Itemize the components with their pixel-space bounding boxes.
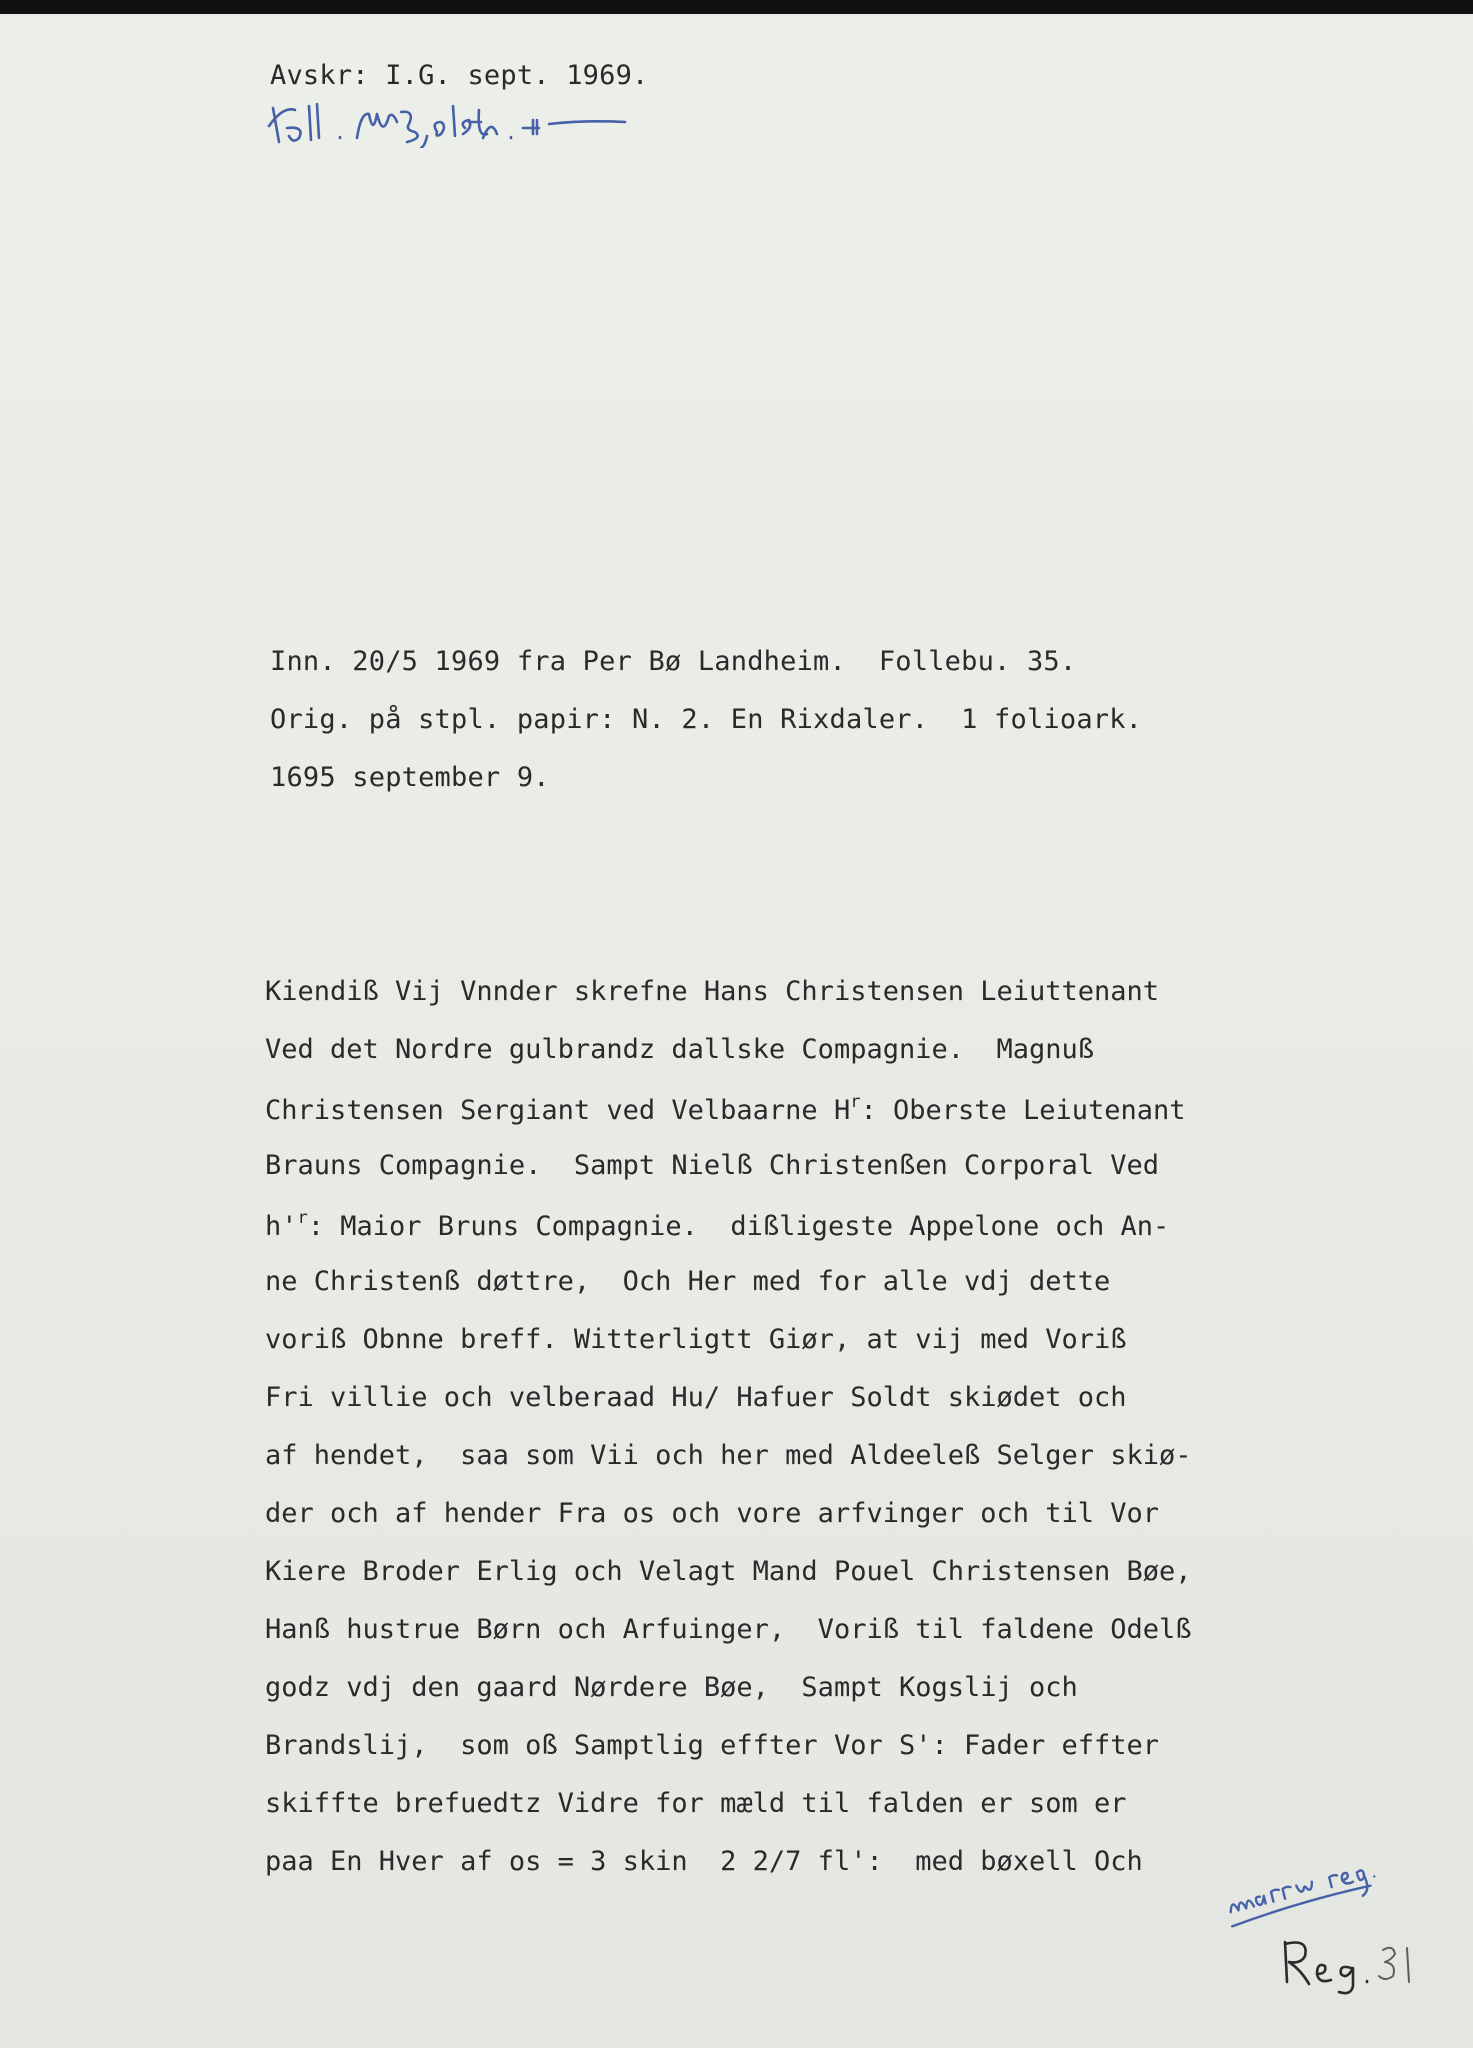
body-line: Hanß hustrue Børn och Arfuinger, Voriß til faldene Odelß (265, 1614, 1192, 1645)
margin-note-svg (1220, 1850, 1420, 1930)
superscript: r (297, 1208, 308, 1228)
body-line (265, 1210, 1192, 1268)
body-line: godz vdj den gaard Nørdere Bøe, Sampt Kogslij och (265, 1672, 1078, 1703)
body-line: skiffte brefuedtz Vidre for mæld til falden er som er (265, 1788, 1127, 1819)
body-line: paa En Hver af os = 3 skin 2 2/7 fl': med bøxell Och (265, 1846, 1143, 1877)
body-line: Kiere Broder Erlig och Velagt Mand Pouel Christensen Bøe, (265, 1556, 1192, 1587)
handwritten-annotation-svg (265, 98, 705, 148)
scan-top-border (0, 0, 1473, 14)
body-line: ne Christenß døttre, Och Her med for alle vdj dette (265, 1266, 1111, 1297)
body-line-text: Christensen Sergiant ved Velbaarne H (265, 1095, 851, 1126)
body-line-text: : Maior Bruns Compagnie. dißligeste Appelone och An- (307, 1211, 1170, 1242)
body-line: Ved det Nordre gulbrandz dallske Compagnie. Magnuß (265, 1034, 1095, 1065)
meta-line-original: Orig. på stpl. papir: N. 2. En Rixdaler. 1 folioark. (270, 704, 1143, 735)
body-line: der och af hender Fra os och vore arfvinger och til Vor (265, 1498, 1160, 1529)
deed-transcription (265, 978, 1192, 1906)
body-line-text: : Oberste Leiutenant (860, 1095, 1186, 1126)
body-line: af hendet, saa som Vii och her med Aldeeleß Selger skiø- (265, 1440, 1192, 1471)
body-line: Kiendiß Vij Vnnder skrefne Hans Christensen Leiuttenant (265, 976, 1160, 1007)
meta-line-date: 1695 september 9. (270, 762, 550, 793)
margin-note (1220, 1850, 1420, 1934)
transcription-header: Avskr: I.G. sept. 1969. (270, 60, 649, 91)
body-line (265, 1094, 1192, 1152)
registry-mark (1275, 1930, 1455, 2004)
meta-line-received: Inn. 20/5 1969 fra Per Bø Landheim. Follebu. 35. (270, 646, 1077, 677)
body-line: Brauns Compagnie. Sampt Nielß Christenßen Corporal Ved (265, 1150, 1160, 1181)
registry-mark-svg (1275, 1930, 1455, 2000)
handwritten-annotation (265, 98, 705, 152)
body-line: voriß Obnne breff. Witterligtt Giør, at vij med Voriß (265, 1324, 1127, 1355)
body-line: Fri villie och velberaad Hu/ Hafuer Soldt skiødet och (265, 1382, 1127, 1413)
superscript: r (850, 1092, 861, 1112)
body-line-text: h' (265, 1211, 298, 1242)
body-line: Brandslij, som oß Samptlig effter Vor S': Fader effter (265, 1730, 1160, 1761)
